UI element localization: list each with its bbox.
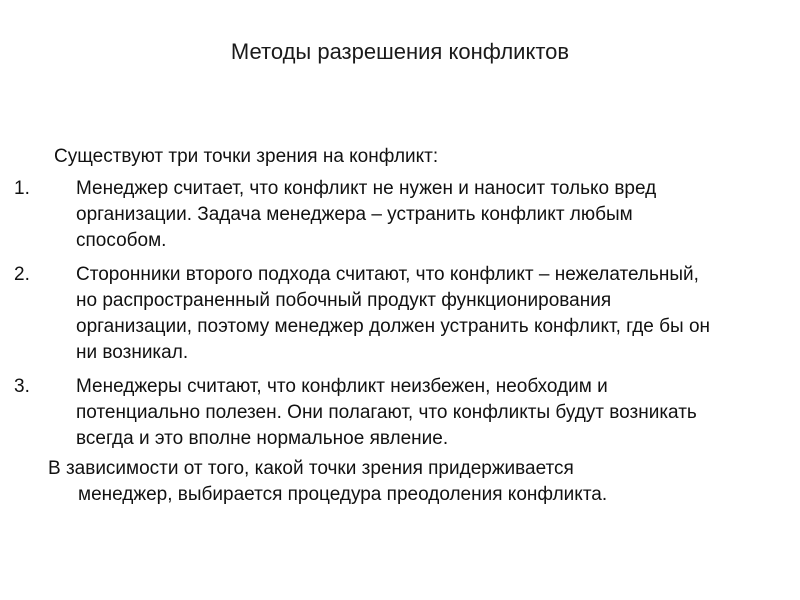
viewpoints-list — [14, 176, 714, 460]
intro-text: Существуют три точки зрения на конфликт: — [54, 146, 439, 167]
list-item — [14, 262, 714, 366]
conclusion-line-2: менеджер, выбирается процедура преодоления конфликта. — [78, 484, 608, 505]
list-item — [14, 176, 714, 254]
list-item-text: Менеджеры считают, что конфликт неизбежен, необходим и потенциально полезен. Они полагают, что конфликты будут возникать всегда и это вполне нормальное явление. — [76, 376, 697, 449]
conclusion-text — [48, 456, 718, 508]
conclusion-line-1: В зависимости от того, какой точки зрения придерживается — [48, 458, 574, 479]
slide-title: Методы разрешения конфликтов — [230, 39, 570, 64]
list-item-text: Сторонники второго подхода считают, что конфликт – нежелательный, но распространенный побочный продукт функционирования организации, поэтому менеджер должен устранить конфликт, где бы он ни возникал. — [76, 264, 711, 363]
list-item-text: Менеджер считает, что конфликт не нужен и наносит только вред организации. Задача менеджера – устранить конфликт любым способом. — [76, 178, 657, 251]
list-item-number: 1. — [14, 178, 30, 199]
list-item-number: 3. — [14, 376, 30, 397]
list-item — [14, 374, 714, 452]
list-item-number: 2. — [14, 264, 30, 285]
